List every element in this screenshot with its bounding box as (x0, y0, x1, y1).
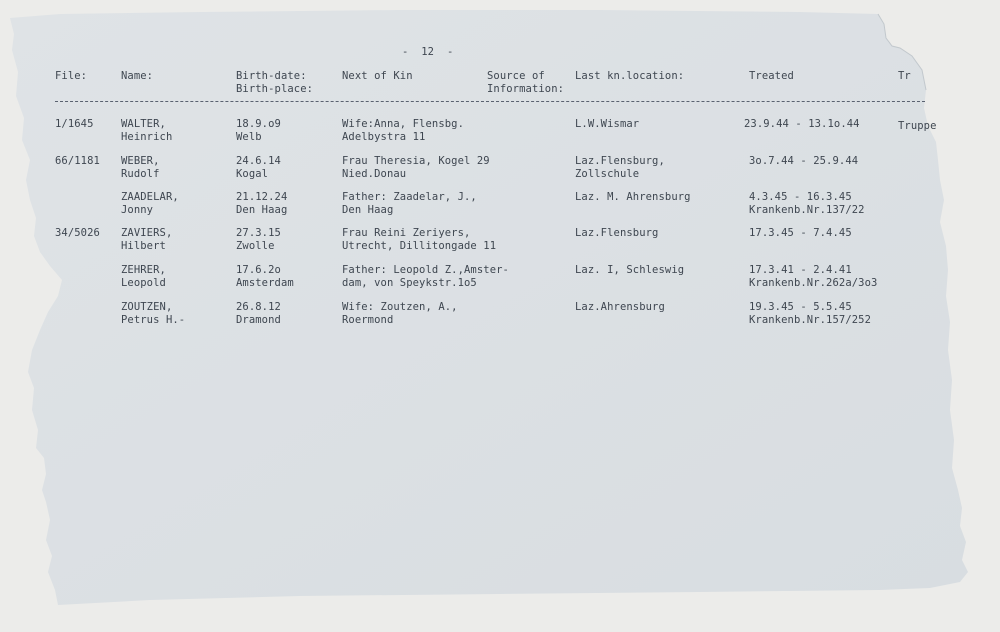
header-treated: Treated (749, 70, 794, 82)
header-divider (55, 101, 925, 102)
row-location: Laz. I, Schleswig (575, 264, 685, 276)
row-treated: 17.3.45 - 7.4.45 (749, 227, 852, 239)
row-file: 34/5026 (55, 227, 100, 239)
row-given-name: Rudolf (121, 168, 160, 180)
row-given-name: Hilbert (121, 240, 166, 252)
header-last-location: Last kn.location: (575, 70, 685, 82)
row-birth-date: 27.3.15 (236, 227, 281, 239)
page-number: - 12 - (402, 46, 454, 58)
header-birth-place: Birth-place: (236, 83, 314, 95)
row-extra: Truppe (898, 120, 937, 132)
row-birth-place: Welb (236, 131, 262, 143)
row-location: Laz.Ahrensburg (575, 301, 665, 313)
row-kin: Father: Leopold Z.,Amster- (342, 264, 509, 276)
row-birth-date: 17.6.2o (236, 264, 281, 276)
row-treated: 3o.7.44 - 25.9.44 (749, 155, 859, 167)
header-birth-date: Birth-date: (236, 70, 307, 82)
row-kin: Father: Zaadelar, J., (342, 191, 477, 203)
row-kin-address: Nied.Donau (342, 168, 407, 180)
row-name: ZAADELAR, (121, 191, 179, 203)
header-information: Information: (487, 83, 565, 95)
row-treated-detail: Krankenb.Nr.137/22 (749, 204, 865, 216)
row-name: WALTER, (121, 118, 166, 130)
row-birth-date: 21.12.24 (236, 191, 288, 203)
row-kin: Frau Theresia, Kogel 29 (342, 155, 490, 167)
row-kin-address: Adelbystra 11 (342, 131, 426, 143)
row-location: L.W.Wismar (575, 118, 640, 130)
row-treated-detail: Krankenb.Nr.262a/3o3 (749, 277, 878, 289)
row-treated: 4.3.45 - 16.3.45 (749, 191, 852, 203)
row-location: Laz.Flensburg (575, 227, 659, 239)
row-birth-date: 24.6.14 (236, 155, 281, 167)
row-birth-date: 18.9.o9 (236, 118, 281, 130)
header-cut-column: Tr (898, 70, 911, 82)
header-next-of-kin: Next of Kin (342, 70, 413, 82)
row-treated-detail: Krankenb.Nr.157/252 (749, 314, 872, 326)
row-given-name: Petrus H.- (121, 314, 186, 326)
row-kin: Frau Reini Zeriyers, (342, 227, 471, 239)
row-given-name: Leopold (121, 277, 166, 289)
header-source: Source of (487, 70, 545, 82)
header-name: Name: (121, 70, 154, 82)
row-birth-date: 26.8.12 (236, 301, 281, 313)
row-birth-place: Den Haag (236, 204, 288, 216)
row-file: 1/1645 (55, 118, 94, 130)
row-kin-address: Den Haag (342, 204, 394, 216)
row-file: 66/1181 (55, 155, 100, 167)
row-location: Laz. M. Ahrensburg (575, 191, 691, 203)
row-name: ZOUTZEN, (121, 301, 173, 313)
row-name: WEBER, (121, 155, 160, 167)
row-treated: 17.3.41 - 2.4.41 (749, 264, 852, 276)
row-location-detail: Zollschule (575, 168, 640, 180)
row-kin: Wife:Anna, Flensbg. (342, 118, 465, 130)
row-birth-place: Kogal (236, 168, 269, 180)
row-birth-place: Dramond (236, 314, 281, 326)
row-treated: 19.3.45 - 5.5.45 (749, 301, 852, 313)
row-location: Laz.Flensburg, (575, 155, 665, 167)
row-kin-address: Utrecht, Dillitongade 11 (342, 240, 497, 252)
row-birth-place: Amsterdam (236, 277, 294, 289)
header-file: File: (55, 70, 88, 82)
row-name: ZAVIERS, (121, 227, 173, 239)
row-given-name: Jonny (121, 204, 154, 216)
row-birth-place: Zwolle (236, 240, 275, 252)
row-name: ZEHRER, (121, 264, 166, 276)
row-treated: 23.9.44 - 13.1o.44 (744, 118, 860, 130)
row-given-name: Heinrich (121, 131, 173, 143)
row-kin: Wife: Zoutzen, A., (342, 301, 458, 313)
row-kin-address: Roermond (342, 314, 394, 326)
row-kin-address: dam, von Speykstr.1o5 (342, 277, 477, 289)
